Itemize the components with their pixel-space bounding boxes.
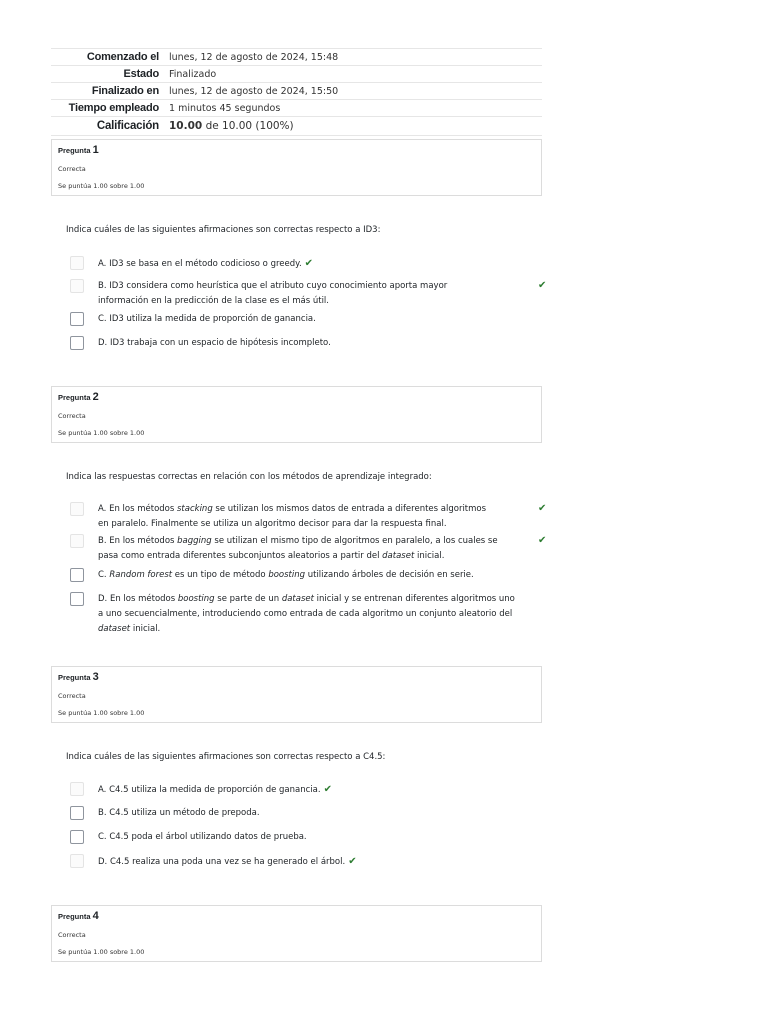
answer-term: Random forest xyxy=(109,570,173,580)
answer-label: D. C4.5 realiza una poda una vez se ha generado el árbol. xyxy=(98,857,346,867)
summary-label: Comenzado el xyxy=(86,51,159,63)
answer-checkbox[interactable] xyxy=(70,534,84,548)
question-text: Indica cuáles de las siguientes afirmaciones son correctas respecto a C4.5: xyxy=(66,752,386,762)
answer-text-part: B. En los métodos xyxy=(98,536,178,546)
answer-text-part: utilizando árboles de decisión en serie. xyxy=(305,570,474,580)
answer-checkbox[interactable] xyxy=(70,782,84,796)
question-grade: Se puntúa 1.00 sobre 1.00 xyxy=(58,429,145,437)
summary-label: Estado xyxy=(123,68,159,80)
question-info-box xyxy=(51,666,542,723)
answer-text: C. C4.5 poda el árbol utilizando datos de prueba. xyxy=(98,832,307,842)
check-icon: ✔ xyxy=(304,258,314,269)
answer-text-part: inicial y se entrenan diferentes algoritmos uno xyxy=(313,594,515,604)
answer-text xyxy=(98,534,547,564)
answer-text-part: inicial. xyxy=(130,624,161,634)
question-grade: Se puntúa 1.00 sobre 1.00 xyxy=(58,948,145,956)
question-state: Correcta xyxy=(58,165,86,173)
question-info-box xyxy=(51,905,542,962)
answer-text xyxy=(98,279,547,309)
summary-row-finished xyxy=(51,82,542,99)
answer-text-part: a uno secuencialmente, introduciendo como entrada de cada algoritmo un conjunto aleatorio del xyxy=(98,609,513,619)
answer-term: stacking xyxy=(177,504,213,514)
answer-term: bagging xyxy=(177,536,212,546)
summary-value: lunes, 12 de agosto de 2024, 15:48 xyxy=(169,51,339,63)
answer-checkbox[interactable] xyxy=(70,312,84,326)
question-text: Indica las respuestas correctas en relación con los métodos de aprendizaje integrado: xyxy=(66,472,432,482)
question-state: Correcta xyxy=(58,692,86,700)
answer-text xyxy=(98,854,528,870)
answer-text xyxy=(98,592,528,637)
question-number-value: 4 xyxy=(92,910,99,922)
answer-text: B. C4.5 utiliza un método de prepoda. xyxy=(98,808,260,818)
answer-text-part: en paralelo. Finalmente se utiliza un algoritmo decisor para dar la respuesta final. xyxy=(98,519,447,529)
answer-label: A. C4.5 utiliza la medida de proporción de ganancia. xyxy=(98,785,321,795)
question-state: Correcta xyxy=(58,412,86,420)
answer-text xyxy=(98,502,547,532)
answer-text xyxy=(98,568,528,583)
answer-checkbox[interactable] xyxy=(70,806,84,820)
check-icon: ✔ xyxy=(348,856,357,867)
answer-checkbox[interactable] xyxy=(70,854,84,868)
answer-text-part: C. xyxy=(98,570,110,580)
answer-text-part: se parte de un xyxy=(214,594,282,604)
answer-checkbox[interactable] xyxy=(70,256,84,270)
summary-value: Finalizado xyxy=(169,68,217,80)
answer-text-part: inicial. xyxy=(414,551,445,561)
answer-text: D. ID3 trabaja con un espacio de hipótesis incompleto. xyxy=(98,338,331,348)
check-icon: ✔ xyxy=(323,784,332,795)
question-grade: Se puntúa 1.00 sobre 1.00 xyxy=(58,709,145,717)
grade-total: de 10.00 (100%) xyxy=(205,120,294,132)
answer-text-part: pasa como entrada diferentes subconjuntos aleatorios a partir del xyxy=(98,551,383,561)
answer-label-line1: B. ID3 considera como heurística que el atributo cuyo conocimiento aporta mayor xyxy=(98,281,448,291)
question-info-box xyxy=(51,139,542,196)
check-icon: ✔ xyxy=(538,535,547,546)
summary-label: Tiempo empleado xyxy=(68,102,159,114)
summary-label: Finalizado en xyxy=(91,85,159,97)
answer-checkbox[interactable] xyxy=(70,568,84,582)
summary-row-started xyxy=(51,48,542,65)
question-label: Pregunta xyxy=(58,393,91,402)
answer-term: dataset xyxy=(382,551,415,561)
answer-term: dataset xyxy=(281,594,314,604)
answer-label-line2: información en la predicción de la clase es el más útil. xyxy=(98,296,329,306)
check-icon: ✔ xyxy=(538,503,547,514)
summary-label: Calificación xyxy=(96,120,159,132)
check-icon: ✔ xyxy=(538,280,547,291)
answer-label: A. ID3 se basa en el método codicioso o greedy. xyxy=(98,259,302,269)
answer-text: C. ID3 utiliza la medida de proporción de ganancia. xyxy=(98,314,316,324)
question-label: Pregunta xyxy=(58,146,91,155)
summary-row-time xyxy=(51,99,542,116)
answer-text-part: A. En los métodos xyxy=(98,504,177,514)
attempt-summary-table xyxy=(51,48,542,136)
summary-value xyxy=(159,120,294,132)
question-number-value: 2 xyxy=(92,391,99,403)
answer-term: boosting xyxy=(268,570,306,580)
summary-row-grade xyxy=(51,116,542,136)
answer-term: boosting xyxy=(177,594,215,604)
question-label: Pregunta xyxy=(58,673,91,682)
question-label: Pregunta xyxy=(58,912,91,921)
question-number xyxy=(58,910,99,922)
answer-term: dataset xyxy=(98,624,131,634)
summary-value: lunes, 12 de agosto de 2024, 15:50 xyxy=(169,85,339,97)
question-number xyxy=(58,391,99,403)
answer-text-part: D. En los métodos xyxy=(98,594,178,604)
grade-score: 10.00 xyxy=(169,120,203,132)
question-number xyxy=(58,144,99,156)
answer-checkbox[interactable] xyxy=(70,592,84,606)
summary-row-state xyxy=(51,65,542,82)
answer-checkbox[interactable] xyxy=(70,336,84,350)
answer-text xyxy=(98,256,528,272)
question-grade: Se puntúa 1.00 sobre 1.00 xyxy=(58,182,145,190)
answer-text-part: se utilizan los mismos datos de entrada a diferentes algoritmos xyxy=(212,504,487,514)
answer-text xyxy=(98,782,528,798)
question-number-value: 1 xyxy=(92,144,99,156)
answer-checkbox[interactable] xyxy=(70,279,84,293)
question-number-value: 3 xyxy=(92,671,99,683)
question-number xyxy=(58,671,99,683)
answer-checkbox[interactable] xyxy=(70,502,84,516)
question-state: Correcta xyxy=(58,931,86,939)
answer-text-part: es un tipo de método xyxy=(172,570,269,580)
answer-checkbox[interactable] xyxy=(70,830,84,844)
answer-text-part: se utilizan el mismo tipo de algoritmos en paralelo, a los cuales se xyxy=(211,536,498,546)
summary-value: 1 minutos 45 segundos xyxy=(169,102,281,114)
question-info-box xyxy=(51,386,542,443)
question-text: Indica cuáles de las siguientes afirmaciones son correctas respecto a ID3: xyxy=(66,225,381,235)
